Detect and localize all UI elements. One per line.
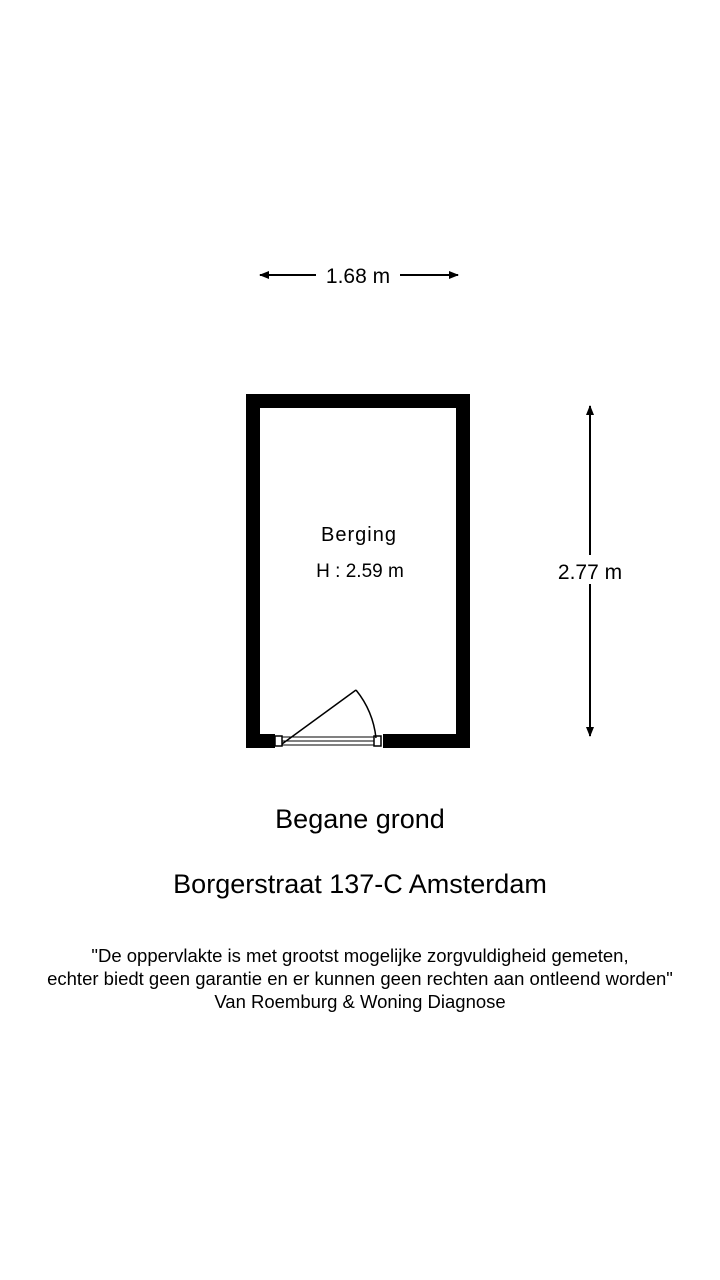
wall-bottom-right (383, 734, 470, 748)
room-name: Berging (321, 524, 397, 546)
address-label: Borgerstraat 137-C Amsterdam (173, 869, 547, 899)
wall-right (456, 394, 470, 748)
disclaimer (0, 944, 720, 1013)
door-swing-arc (356, 690, 376, 738)
disclaimer-line-2: echter biedt geen garantie en er kunnen geen rechten aan ontleend worden" (47, 968, 673, 989)
disclaimer-line-1: "De oppervlakte is met grootst mogelijke zorgvuldigheid gemeten, (91, 945, 629, 966)
depth-label: 2.77 m (557, 561, 623, 584)
width-label: 1.68 m (325, 265, 391, 288)
depth-dimension (558, 406, 622, 736)
door-jamb-right (374, 736, 381, 746)
door-jamb-left (275, 736, 282, 746)
floor-label: Begane grond (275, 804, 445, 834)
width-dimension (260, 265, 458, 288)
wall-bottom-left (246, 734, 275, 748)
wall-left (246, 394, 260, 748)
door (275, 690, 381, 746)
door-leaf (282, 690, 356, 744)
disclaimer-credit: Van Roemburg & Woning Diagnose (214, 991, 506, 1012)
room-height: H : 2.59 m (316, 561, 404, 582)
wall-top (246, 394, 470, 408)
